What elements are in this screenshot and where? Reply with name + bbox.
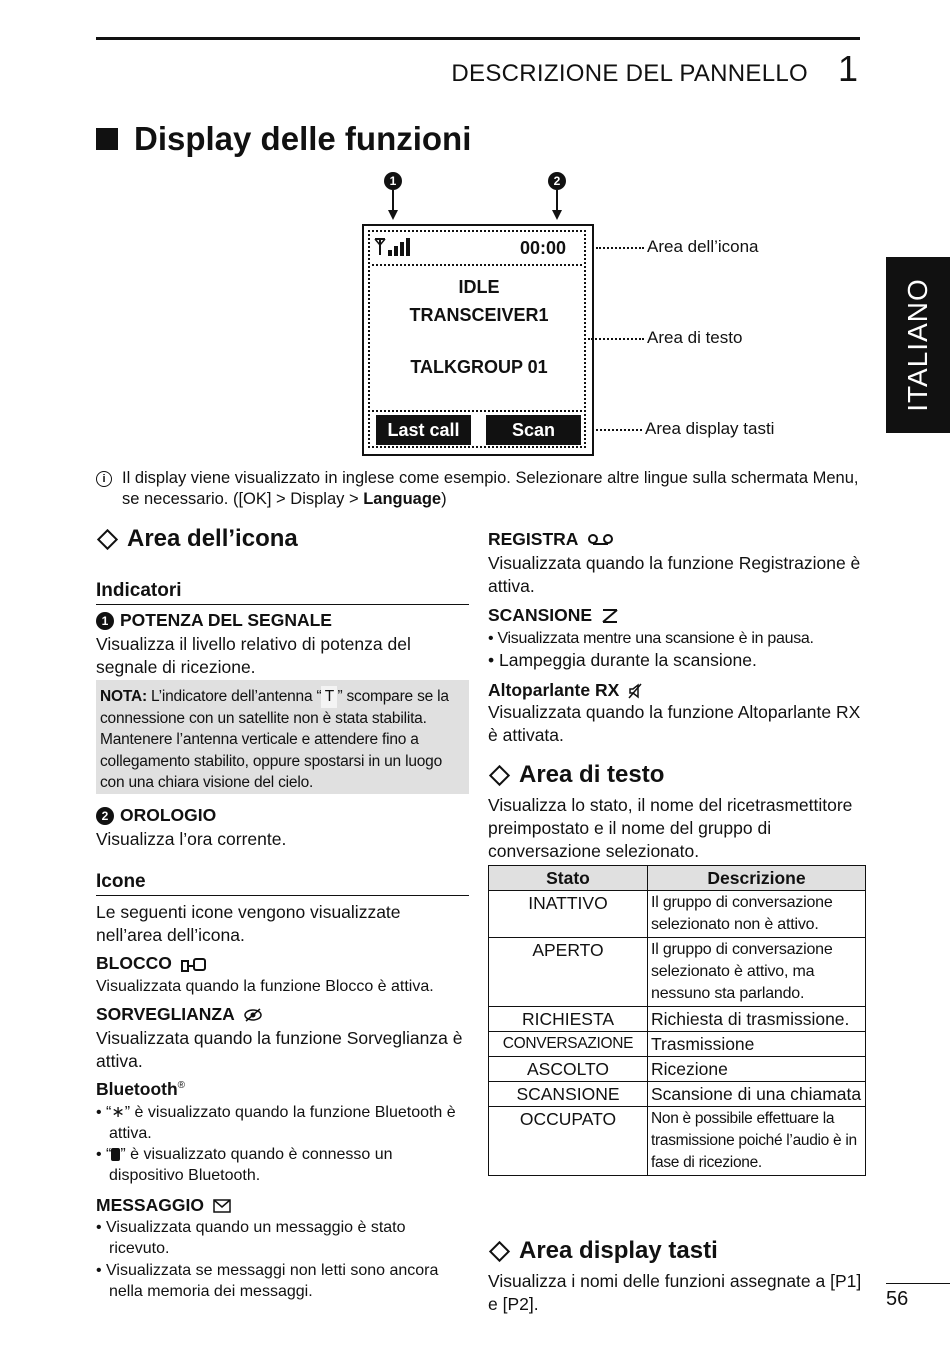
- number-2-icon: 2: [96, 807, 114, 825]
- altoparlante-heading: Altoparlante RX: [488, 680, 642, 701]
- signal-strength-icon: [374, 236, 410, 258]
- scan-icon: [601, 608, 619, 624]
- lcd-key-last-call: Last call: [376, 415, 471, 445]
- bluetooth-bullet-2: • “ ” è visualizzato quando è connesso un dispositivo Bluetooth.: [96, 1146, 393, 1184]
- table-cell: SCANSIONE: [489, 1082, 648, 1107]
- table-row: [489, 1032, 866, 1057]
- callout-text-area: Area di testo: [647, 328, 743, 347]
- blocco-heading: BLOCCO: [96, 953, 207, 974]
- table-header-row: [489, 866, 866, 891]
- page-title-text: Display delle funzioni: [134, 120, 472, 157]
- bluetooth-heading: Bluetooth®: [96, 1079, 186, 1099]
- scansione-bullet-1: • Visualizzata mentre una scansione è in pausa.: [488, 630, 814, 647]
- icons-intro: Le seguenti icone vengono visualizzate nell’area dell’icona.: [96, 902, 401, 945]
- indicators-heading: Indicatori: [96, 580, 469, 605]
- callout-line-keys: [596, 429, 642, 431]
- square-bullet-icon: [96, 128, 118, 150]
- lock-icon: [181, 956, 207, 972]
- antenna-icon: T: [321, 686, 337, 708]
- sorveglianza-heading: SORVEGLIANZA: [96, 1004, 263, 1025]
- header-rule: [96, 37, 860, 40]
- speaker-icon: [628, 683, 642, 699]
- section-text-area: Area di testo: [488, 761, 664, 789]
- marker-2: 2: [548, 172, 566, 190]
- table-cell: ASCOLTO: [489, 1057, 648, 1082]
- lcd-divider-top: [372, 264, 582, 266]
- table-cell: Scansione di una chiamata: [648, 1082, 866, 1107]
- table-cell: Richiesta di trasmissione.: [648, 1007, 866, 1032]
- lcd-talkgroup: TALKGROUP 01: [410, 357, 548, 377]
- table-row: [489, 891, 866, 938]
- language-tab: [886, 257, 950, 433]
- page-title: [96, 120, 471, 158]
- info-note: [96, 468, 866, 510]
- eye-icon: [243, 1007, 263, 1023]
- recording-icon: [587, 533, 615, 547]
- text-area-description: Visualizza lo stato, il nome del ricetrasmettitore preimpostato e il nome del gruppo di conversazione selezionato.: [488, 795, 853, 861]
- table-cell: Ricezione: [648, 1057, 866, 1082]
- blocco-text: Visualizzata quando la funzione Blocco è attiva.: [96, 978, 434, 995]
- bluetooth-icon: ∗: [111, 1104, 125, 1121]
- section-keys-area: Area display tasti: [488, 1237, 718, 1265]
- marker-arrows: [380, 190, 570, 224]
- info-icon: i: [96, 471, 112, 487]
- diamond-icon: [97, 528, 118, 549]
- table-row: [489, 938, 866, 1007]
- table-row: [489, 1057, 866, 1082]
- nota-box: [96, 680, 469, 794]
- nota-text: NOTA: L’indicatore dell’antenna “ T ” scompare se la connessione con un satellite non è stata stabilita. Mantenere l’antenna verticale e attendere fino a collegamento stabilito, oppure spostarsi in un luogo con una chiara visione del cielo.: [100, 688, 449, 791]
- envelope-icon: [213, 1199, 231, 1213]
- table-row: [489, 1007, 866, 1032]
- sorveglianza-text: Visualizzata quando la funzione Sorveglianza è attiva.: [96, 1028, 463, 1071]
- signal-text: Visualizza il livello relativo di potenza del segnale di ricezione.: [96, 634, 411, 677]
- lcd-transceiver: TRANSCEIVER1: [409, 305, 549, 325]
- messaggio-bullet-2: • Visualizzata se messaggi non letti sono ancora nella memoria dei messaggi.: [96, 1262, 439, 1300]
- clock-heading: 2 OROLOGIO: [96, 805, 216, 826]
- bluetooth-bullet-1: • “∗” è visualizzato quando la funzione Bluetooth è attiva.: [96, 1104, 456, 1142]
- table-cell: CONVERSAZIONE: [489, 1032, 648, 1057]
- table-cell: Trasmissione: [648, 1032, 866, 1057]
- table-header-descrizione: Descrizione: [648, 866, 866, 891]
- scansione-bullet-2: • Lampeggia durante la scansione.: [488, 650, 757, 670]
- page-number-rule: [886, 1283, 950, 1284]
- clock-text: Visualizza l’ora corrente.: [96, 829, 287, 849]
- table-cell: RICHIESTA: [489, 1007, 648, 1032]
- table-header-stato: Stato: [489, 866, 648, 891]
- table-row: [489, 1082, 866, 1107]
- diamond-icon: [489, 1240, 510, 1261]
- status-table: [488, 865, 866, 1176]
- marker-1: 1: [384, 172, 402, 190]
- altoparlante-text: Visualizzata quando la funzione Altoparlante RX è attivata.: [488, 702, 861, 745]
- icons-heading: Icone: [96, 871, 469, 896]
- page-number: 56: [886, 1288, 909, 1310]
- info-note-text: Il display viene visualizzato in inglese come esempio. Selezionare altre lingue sulla schermata Menu, se necessario. ([OK] > Display > Language): [122, 469, 859, 508]
- lcd-clock: 00:00: [520, 238, 567, 258]
- table-cell: Il gruppo di conversazione selezionato è attivo, ma nessuno sta parlando.: [648, 938, 866, 1007]
- callout-icon-area: Area dell’icona: [647, 237, 759, 256]
- table-cell: Non è possibile effettuare la trasmissione poiché l’audio è in fase di ricezione.: [648, 1107, 866, 1176]
- table-cell: APERTO: [489, 938, 648, 1007]
- signal-heading: 1 POTENZA DEL SEGNALE: [96, 610, 332, 631]
- registra-heading: REGISTRA: [488, 529, 615, 550]
- lcd-divider-bottom: [372, 410, 582, 412]
- number-1-icon: 1: [96, 612, 114, 630]
- table-row: [489, 1107, 866, 1176]
- lcd-status: IDLE: [458, 277, 500, 297]
- callout-line-text: [588, 338, 644, 340]
- registra-text: Visualizzata quando la funzione Registrazione è attiva.: [488, 553, 861, 596]
- lcd-key-scan: Scan: [486, 415, 581, 445]
- callout-line-icon: [596, 247, 644, 249]
- messaggio-bullet-1: • Visualizzata quando un messaggio è stato ricevuto.: [96, 1219, 406, 1257]
- chapter-title: DESCRIZIONE DEL PANNELLO: [451, 60, 808, 87]
- chapter-number: 1: [837, 48, 858, 89]
- table-cell: Il gruppo di conversazione selezionato non è attivo.: [648, 891, 866, 938]
- scansione-heading: SCANSIONE: [488, 605, 619, 626]
- diamond-icon: [489, 764, 510, 785]
- keys-area-description: Visualizza i nomi delle funzioni assegnate a [P1] e [P2].: [488, 1271, 862, 1314]
- table-cell: INATTIVO: [489, 891, 648, 938]
- messaggio-heading: MESSAGGIO: [96, 1195, 231, 1216]
- table-cell: OCCUPATO: [489, 1107, 648, 1176]
- language-tab-label: ITALIANO: [902, 278, 933, 412]
- section-icon-area: Area dell’icona: [96, 525, 298, 553]
- callout-keys-area: Area display tasti: [645, 419, 775, 438]
